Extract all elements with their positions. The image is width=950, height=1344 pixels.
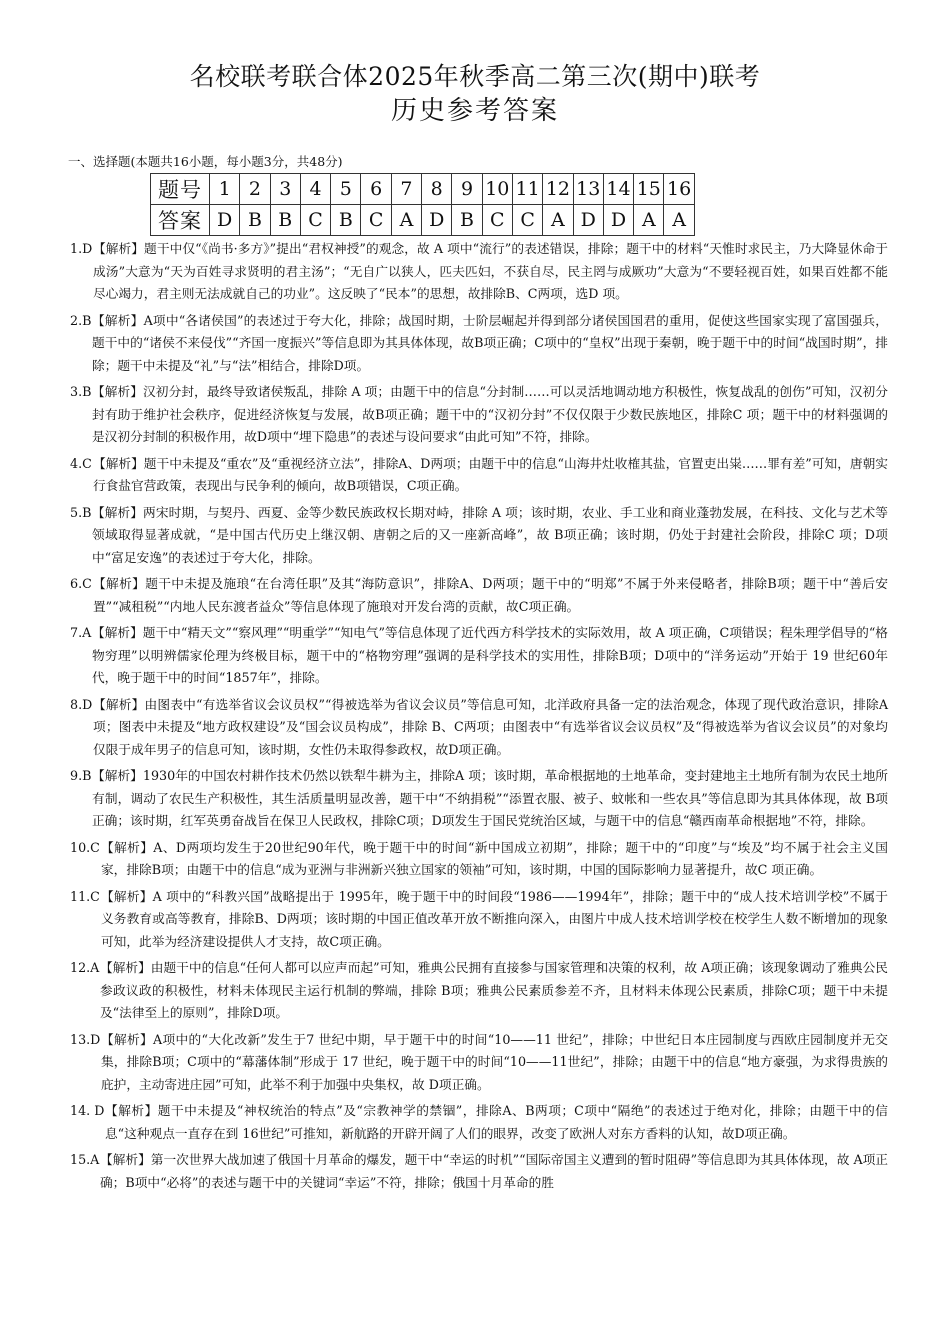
item-text: 【解析】由题干中的信息“任何人都可以应声而起”可知，雅典公民拥有直接参与国家管理和决策的权利，故 A项正确；该现象调动了雅典公民参政议政的积极性，材料未体现民主运行机制的弊端，排除 B项；雅典公民素质参差不齐，且材料未体现公民素质，排除C项；题干中未提及“法律至上的原则”，排除D项。 (100, 960, 888, 1020)
exam-title: 名校联考联合体2025年秋季高二第三次(期中)联考 (189, 62, 761, 91)
explanation-item (70, 622, 888, 690)
question-number: 5 (331, 174, 361, 205)
explanation-item (70, 1029, 888, 1097)
answer-label: 答案 (151, 205, 210, 236)
question-number: 6 (361, 174, 391, 205)
explanation-item (70, 453, 888, 498)
answer-cell: B (270, 205, 300, 236)
question-number: 1 (210, 174, 240, 205)
question-number: 9 (452, 174, 482, 205)
item-number: 12.A (70, 960, 100, 975)
item-number: 2.B (70, 312, 92, 328)
explanation-item (70, 1100, 888, 1145)
explanation-item (70, 886, 888, 954)
explanation-item (70, 310, 888, 378)
item-number: 3.B (70, 384, 92, 399)
answer-cell: B (452, 205, 482, 236)
item-text: 【解析】题干中未提及“重农”及“重视经济立法”，排除A、D两项；由题干中的信息“山海井灶收榷其盐，官置吏出粜……罪有差”可知，唐朝实行食盐官营政策，表现出与民争利的倾向，故B项错误，C项正确。 (93, 455, 888, 493)
question-number: 7 (391, 174, 421, 205)
subject-title: 历史参考答案 (390, 96, 559, 126)
question-number-label: 题号 (151, 174, 210, 205)
question-number: 15 (634, 174, 664, 205)
answer-cell: D (603, 205, 633, 236)
explanation-item (70, 502, 888, 570)
item-number: 8.D (70, 696, 93, 712)
question-number: 2 (240, 174, 270, 205)
item-text: 【解析】由图表中“有选举省议会议员权”“得被选举为省议会议员”等信息可知，北洋政府具备一定的法治观念，体现了现代政治意识，排除A项；图表中未提及“地方政权建设”及“国会议员构成”，排除 B、C两项；由图表中“有选举省议会议员权”及“得被选举为省议会议员”的对象均仅限于成年男子的信息可知，该时期，女性仍未取得参政权，故D项正确。 (93, 696, 888, 757)
answer-cell: D (422, 205, 452, 236)
item-number: 5.B (70, 504, 92, 520)
answer-cell: C (512, 205, 542, 236)
explanation-item (70, 573, 888, 618)
question-number: 3 (270, 174, 300, 205)
explanation-item (70, 694, 888, 762)
answer-cell: B (240, 205, 270, 236)
item-number: 14. D (70, 1103, 105, 1118)
answer-cell: A (391, 205, 421, 236)
item-number: 10.C (70, 839, 100, 855)
item-number: 13.D (70, 1031, 101, 1047)
item-text: 【解析】第一次世界大战加速了俄国十月革命的爆发，题干中“幸运的时机”“国际帝国主义遭到的暂时阻碍”等信息即为其具体体现，故 A项正确；B项中“必将”的表述与题干中的关键词“幸运”不符，排除；俄国十月革命的胜 (100, 1152, 888, 1190)
item-text: 【解析】A项中的“大化改新”发生于7 世纪中期，早于题干中的时间“10——11 世纪”，排除；中世纪日本庄园制度与西欧庄园制度并无交集，排除B项；C项中的“幕藩体制”形成于 17 世纪，晚于题干中的时间“10——11世纪”，排除；由题干中的信息“地方豪强，为求得贵族的庇护，主动寄进庄园”可知，此举不利于加强中央集权，故 D项正确。 (101, 1031, 888, 1092)
section-heading: 一、选择题(本题共16小题，每小题3分，共48分) (68, 154, 343, 169)
question-number-row (151, 174, 695, 205)
question-number: 13 (573, 174, 603, 205)
explanation-item (70, 1149, 888, 1194)
answer-cell: B (331, 205, 361, 236)
item-number: 15.A (70, 1152, 100, 1167)
explanation-item (70, 381, 888, 449)
question-number: 4 (300, 174, 330, 205)
item-number: 1.D (70, 241, 93, 256)
explanation-item (70, 765, 888, 833)
item-number: 4.C (70, 455, 92, 471)
question-number: 8 (422, 174, 452, 205)
explanation-item (70, 837, 888, 882)
item-text: 【解析】A、D两项均发生于20世纪90年代，晚于题干中的时间“新中国成立初期”，排除；题干中的“印度”与“埃及”均不属于社会主义国家，排除B项；由题干中的信息“成为亚洲与非洲新兴独立国家的领袖”可知，该时期，中国的国际影响力显著提升，故C 项正确。 (101, 839, 888, 877)
question-number: 11 (512, 174, 542, 205)
explanation-list (70, 238, 888, 1198)
item-text: 【解析】题干中仅“《尚书·多方》”提出“君权神授”的观念，故 A 项中“流行”的表述错误，排除；题干中的材料“天惟时求民主，乃大降显休命于成汤”大意为“天为百姓寻求贤明的君主汤”；“无自广以狭人，匹夫匹妇，不获自尽，民主罔与成厥功”大意为“不要轻视百姓，如果百姓都不能尽心竭力，君主则无法成就自己的功业”。这反映了“民本”的思想，故排除B、C两项，选D 项。 (93, 241, 888, 301)
item-number: 6.C (70, 576, 92, 591)
answer-cell: A (543, 205, 573, 236)
item-text: 【解析】A项中“各诸侯国”的表述过于夸大化，排除；战国时期，士阶层崛起并得到部分诸侯国国君的重用，促使这些国家实现了富国强兵，题干中的“诸侯不来侵伐”“齐国一度振兴”等信息即为其具体体现，故B项正确；C项中的“皇权”出现于秦朝，晚于题干中的时间“战国时期”，排除；题干中未提及“礼”与“法”相结合，排除D项。 (92, 312, 888, 373)
item-text: 【解析】题干中未提及施琅“在台湾任职”及其“海防意识”，排除A、D两项；题干中的“明郑”不属于外来侵略者，排除B项；题干中“善后安置”“减租税”“内地人民东渡者益众”等信息体现了施琅对开发台湾的贡献，故C项正确。 (93, 576, 888, 614)
item-text: 【解析】1930年的中国农村耕作技术仍然以铁犁牛耕为主，排除A 项；该时期，革命根据地的土地革命，变封建地主土地所有制为农民土地所有制，调动了农民生产积极性，其生活质量明显改善，题干中“不纳捐税”“添置衣服、被子、蚊帐和一些农具”等信息即为其具体体现，故 B项正确；该时期，红军英勇奋战旨在保卫人民政权，排除C项；D项发生于国民党统治区域，与题干中的信息“赣西南革命根据地”不符，排除。 (92, 768, 888, 828)
answer-cell: D (210, 205, 240, 236)
answer-cell: C (361, 205, 391, 236)
answer-cell: D (573, 205, 603, 236)
answer-table (150, 173, 695, 236)
answer-row (151, 205, 695, 236)
item-text: 【解析】题干中“精天文”“察风理”“明重学”“知电气”等信息体现了近代西方科学技术的实际效用，故 A 项正确，C项错误；程朱理学倡导的“格物穷理”以明辨儒家伦理为终极目标，题干中的“格物穷理”强调的是科学技术的实用性，排除B项；D项中的“洋务运动”开始于 19 世纪60年代，晚于题干中的时间“1857年”，排除。 (92, 625, 888, 685)
item-number: 7.A (70, 625, 92, 640)
explanation-item (70, 238, 888, 306)
answer-cell: C (482, 205, 512, 236)
answer-cell: A (634, 205, 664, 236)
explanation-item (70, 957, 888, 1025)
question-number: 14 (603, 174, 633, 205)
item-text: 【解析】题干中未提及“神权统治的特点”及“宗教神学的禁锢”，排除A、B两项；C项中“隔绝”的表述过于绝对化，排除；由题干中的信息“这种观点一直存在到 16世纪”可推知，新航路的开辟开阔了人们的眼界，改变了欧洲人对东方香料的认知，故D项正确。 (105, 1103, 888, 1141)
item-text: 【解析】A 项中的“科教兴国”战略提出于 1995年，晚于题干中的时间段“1986——1994年”，排除；题干中的“成人技术培训学校”不属于义务教育或高等教育，排除B、D两项；该时期的中国正值改革开放不断推向深入，由图片中成人技术培训学校在校学生人数不断增加的现象可知，此举为经济建设提供人才支持，故C项正确。 (101, 888, 888, 949)
question-number: 16 (664, 174, 694, 205)
item-number: 9.B (70, 768, 92, 783)
item-number: 11.C (70, 888, 100, 904)
item-text: 【解析】汉初分封，最终导致诸侯叛乱，排除 A 项；由题干中的信息“分封制……可以灵活地调动地方积极性，恢复战乱的创伤”可知，汉初分封有助于维护社会秩序，促进经济恢复与发展，故B项正确；题干中的“汉初分封”不仅仅限于少数民族地区，排除C 项；题干中的材料强调的是汉初分封制的积极作用，故D项中“埋下隐患”的表述与设问要求“由此可知”不符，排除。 (92, 384, 888, 444)
answer-cell: A (664, 205, 694, 236)
question-number: 10 (482, 174, 512, 205)
item-text: 【解析】两宋时期，与契丹、西夏、金等少数民族政权长期对峙，排除 A 项；该时期，农业、手工业和商业蓬勃发展，在科技、文化与艺术等领域取得显著成就，“是中国古代历史上继汉朝、唐朝之后的又一座新高峰”，故 B项正确；该时期，仍处于封建社会阶段，排除C 项；D项中“富足安逸”的表述过于夸大化，排除。 (92, 504, 888, 565)
answer-cell: C (300, 205, 330, 236)
question-number: 12 (543, 174, 573, 205)
